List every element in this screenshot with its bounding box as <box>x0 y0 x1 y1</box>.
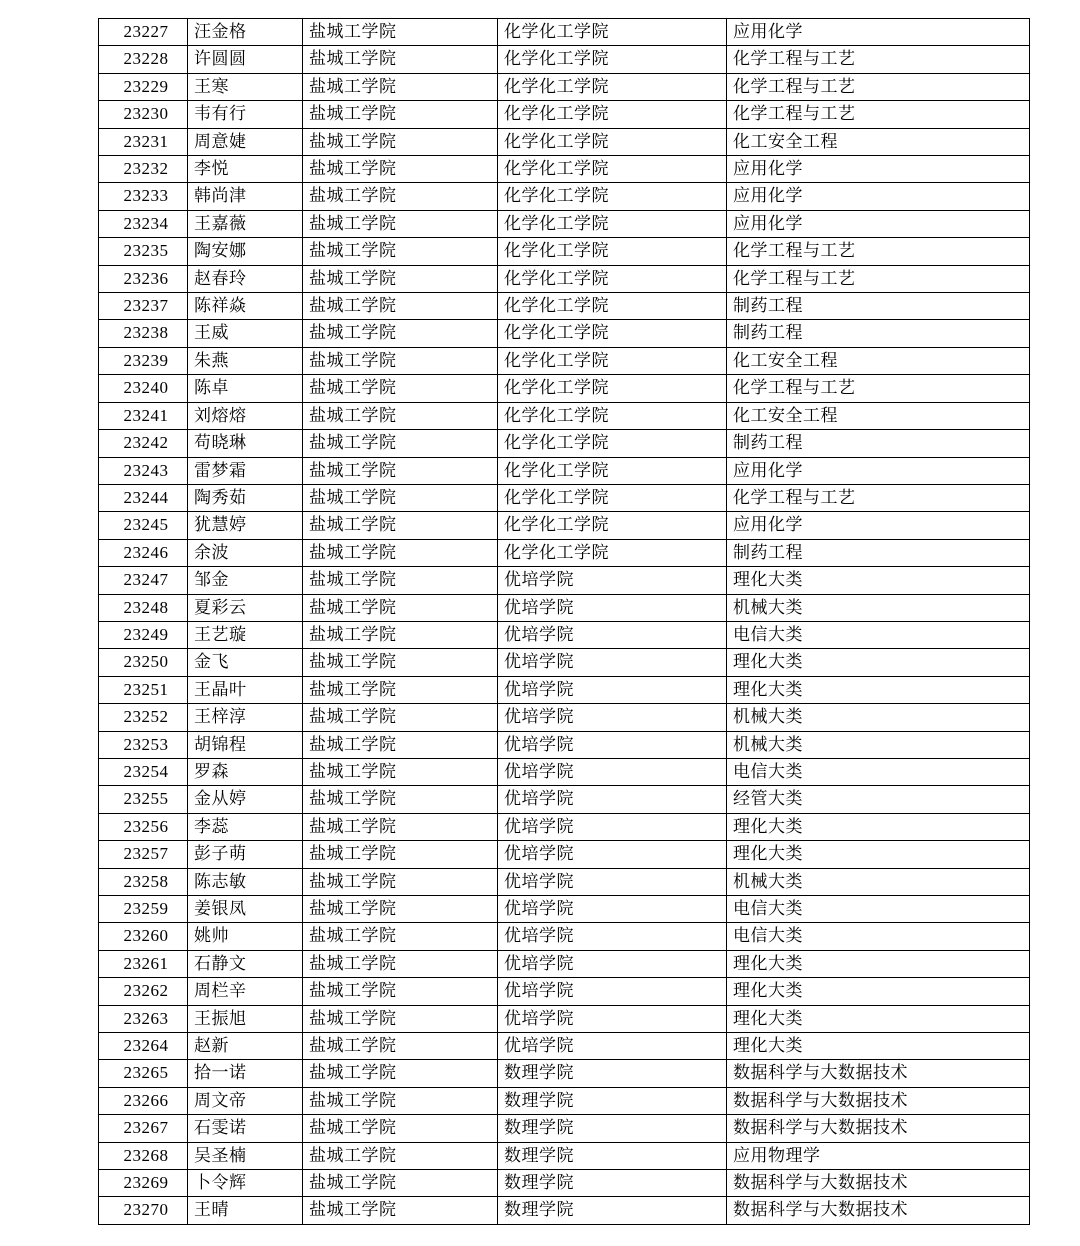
cell-school: 盐城工学院 <box>303 512 498 539</box>
cell-college: 优培学院 <box>498 649 727 676</box>
cell-id: 23255 <box>99 786 188 813</box>
cell-college: 化学化工学院 <box>498 375 727 402</box>
cell-school: 盐城工学院 <box>303 868 498 895</box>
cell-name: 王振旭 <box>188 1005 303 1032</box>
cell-major: 应用物理学 <box>727 1142 1030 1169</box>
table-row <box>99 896 1030 923</box>
cell-name: 周栏辛 <box>188 978 303 1005</box>
cell-major: 制药工程 <box>727 539 1030 566</box>
cell-major: 化学工程与工艺 <box>727 375 1030 402</box>
cell-name: 韩尚津 <box>188 183 303 210</box>
cell-id: 23261 <box>99 950 188 977</box>
cell-school: 盐城工学院 <box>303 567 498 594</box>
cell-major: 机械大类 <box>727 868 1030 895</box>
cell-college: 化学化工学院 <box>498 265 727 292</box>
cell-major: 应用化学 <box>727 210 1030 237</box>
cell-college: 优培学院 <box>498 841 727 868</box>
cell-name: 余波 <box>188 539 303 566</box>
cell-name: 赵新 <box>188 1033 303 1060</box>
table-row <box>99 786 1030 813</box>
cell-school: 盐城工学院 <box>303 978 498 1005</box>
cell-name: 王威 <box>188 320 303 347</box>
cell-major: 理化大类 <box>727 1033 1030 1060</box>
table-row <box>99 375 1030 402</box>
cell-school: 盐城工学院 <box>303 594 498 621</box>
cell-name: 许圆圆 <box>188 46 303 73</box>
cell-college: 化学化工学院 <box>498 128 727 155</box>
table-row <box>99 1005 1030 1032</box>
table-row <box>99 923 1030 950</box>
cell-school: 盐城工学院 <box>303 457 498 484</box>
table-row <box>99 156 1030 183</box>
cell-id: 23262 <box>99 978 188 1005</box>
table-row <box>99 1087 1030 1114</box>
cell-college: 优培学院 <box>498 1033 727 1060</box>
cell-major: 数据科学与大数据技术 <box>727 1115 1030 1142</box>
cell-major: 化学工程与工艺 <box>727 73 1030 100</box>
cell-name: 金从婷 <box>188 786 303 813</box>
cell-major: 理化大类 <box>727 978 1030 1005</box>
cell-college: 化学化工学院 <box>498 457 727 484</box>
cell-id: 23240 <box>99 375 188 402</box>
table-row <box>99 649 1030 676</box>
cell-school: 盐城工学院 <box>303 430 498 457</box>
table-row <box>99 265 1030 292</box>
table-row <box>99 293 1030 320</box>
table-row <box>99 950 1030 977</box>
table-row <box>99 1060 1030 1087</box>
cell-id: 23249 <box>99 621 188 648</box>
cell-school: 盐城工学院 <box>303 484 498 511</box>
cell-id: 23251 <box>99 676 188 703</box>
cell-id: 23260 <box>99 923 188 950</box>
table-row <box>99 210 1030 237</box>
cell-id: 23265 <box>99 1060 188 1087</box>
cell-school: 盐城工学院 <box>303 101 498 128</box>
cell-name: 陈卓 <box>188 375 303 402</box>
cell-school: 盐城工学院 <box>303 813 498 840</box>
cell-school: 盐城工学院 <box>303 402 498 429</box>
cell-id: 23227 <box>99 19 188 46</box>
cell-college: 优培学院 <box>498 868 727 895</box>
cell-name: 陶安娜 <box>188 238 303 265</box>
table-row <box>99 731 1030 758</box>
cell-college: 化学化工学院 <box>498 19 727 46</box>
cell-name: 王嘉薇 <box>188 210 303 237</box>
cell-major: 理化大类 <box>727 813 1030 840</box>
cell-name: 李蕊 <box>188 813 303 840</box>
cell-college: 优培学院 <box>498 923 727 950</box>
table-row <box>99 183 1030 210</box>
cell-college: 数理学院 <box>498 1087 727 1114</box>
cell-school: 盐城工学院 <box>303 156 498 183</box>
cell-major: 数据科学与大数据技术 <box>727 1060 1030 1087</box>
cell-id: 23258 <box>99 868 188 895</box>
student-roster-table <box>98 18 1030 1225</box>
cell-id: 23257 <box>99 841 188 868</box>
cell-major: 化工安全工程 <box>727 347 1030 374</box>
cell-major: 化学工程与工艺 <box>727 238 1030 265</box>
cell-school: 盐城工学院 <box>303 320 498 347</box>
cell-school: 盐城工学院 <box>303 210 498 237</box>
cell-college: 优培学院 <box>498 978 727 1005</box>
cell-college: 优培学院 <box>498 731 727 758</box>
cell-school: 盐城工学院 <box>303 1005 498 1032</box>
cell-major: 制药工程 <box>727 320 1030 347</box>
cell-college: 优培学院 <box>498 786 727 813</box>
cell-id: 23269 <box>99 1170 188 1197</box>
cell-college: 化学化工学院 <box>498 210 727 237</box>
table-row <box>99 430 1030 457</box>
cell-major: 电信大类 <box>727 923 1030 950</box>
cell-major: 理化大类 <box>727 1005 1030 1032</box>
cell-college: 化学化工学院 <box>498 484 727 511</box>
cell-name: 王晴 <box>188 1197 303 1224</box>
cell-college: 优培学院 <box>498 813 727 840</box>
cell-school: 盐城工学院 <box>303 649 498 676</box>
cell-college: 优培学院 <box>498 896 727 923</box>
cell-college: 数理学院 <box>498 1115 727 1142</box>
cell-major: 化学工程与工艺 <box>727 484 1030 511</box>
cell-name: 姚帅 <box>188 923 303 950</box>
cell-school: 盐城工学院 <box>303 539 498 566</box>
cell-major: 制药工程 <box>727 293 1030 320</box>
cell-school: 盐城工学院 <box>303 758 498 785</box>
cell-school: 盐城工学院 <box>303 183 498 210</box>
table-row <box>99 841 1030 868</box>
cell-school: 盐城工学院 <box>303 347 498 374</box>
cell-name: 夏彩云 <box>188 594 303 621</box>
cell-name: 周文帝 <box>188 1087 303 1114</box>
cell-name: 金飞 <box>188 649 303 676</box>
cell-name: 韦有行 <box>188 101 303 128</box>
cell-major: 应用化学 <box>727 512 1030 539</box>
cell-major: 机械大类 <box>727 704 1030 731</box>
cell-id: 23246 <box>99 539 188 566</box>
cell-major: 数据科学与大数据技术 <box>727 1170 1030 1197</box>
cell-major: 理化大类 <box>727 676 1030 703</box>
cell-school: 盐城工学院 <box>303 621 498 648</box>
cell-school: 盐城工学院 <box>303 238 498 265</box>
cell-college: 化学化工学院 <box>498 156 727 183</box>
cell-id: 23229 <box>99 73 188 100</box>
cell-name: 陶秀茹 <box>188 484 303 511</box>
cell-id: 23268 <box>99 1142 188 1169</box>
cell-major: 化学工程与工艺 <box>727 265 1030 292</box>
cell-college: 化学化工学院 <box>498 73 727 100</box>
cell-id: 23250 <box>99 649 188 676</box>
cell-name: 朱燕 <box>188 347 303 374</box>
cell-major: 数据科学与大数据技术 <box>727 1197 1030 1224</box>
cell-school: 盐城工学院 <box>303 1115 498 1142</box>
cell-name: 刘熔熔 <box>188 402 303 429</box>
table-row <box>99 1033 1030 1060</box>
cell-college: 优培学院 <box>498 621 727 648</box>
cell-school: 盐城工学院 <box>303 731 498 758</box>
cell-school: 盐城工学院 <box>303 1033 498 1060</box>
cell-school: 盐城工学院 <box>303 375 498 402</box>
cell-major: 应用化学 <box>727 183 1030 210</box>
cell-college: 优培学院 <box>498 758 727 785</box>
cell-college: 优培学院 <box>498 594 727 621</box>
cell-name: 汪金格 <box>188 19 303 46</box>
cell-college: 化学化工学院 <box>498 238 727 265</box>
cell-major: 应用化学 <box>727 457 1030 484</box>
cell-school: 盐城工学院 <box>303 128 498 155</box>
cell-school: 盐城工学院 <box>303 19 498 46</box>
cell-major: 数据科学与大数据技术 <box>727 1087 1030 1114</box>
cell-id: 23232 <box>99 156 188 183</box>
cell-name: 犹慧婷 <box>188 512 303 539</box>
cell-major: 机械大类 <box>727 594 1030 621</box>
cell-major: 电信大类 <box>727 621 1030 648</box>
cell-id: 23248 <box>99 594 188 621</box>
cell-name: 周意婕 <box>188 128 303 155</box>
cell-id: 23253 <box>99 731 188 758</box>
cell-major: 应用化学 <box>727 19 1030 46</box>
cell-college: 数理学院 <box>498 1060 727 1087</box>
table-row <box>99 676 1030 703</box>
cell-major: 电信大类 <box>727 758 1030 785</box>
cell-name: 姜银凤 <box>188 896 303 923</box>
cell-school: 盐城工学院 <box>303 786 498 813</box>
cell-college: 化学化工学院 <box>498 101 727 128</box>
cell-college: 化学化工学院 <box>498 347 727 374</box>
cell-major: 电信大类 <box>727 896 1030 923</box>
cell-college: 化学化工学院 <box>498 320 727 347</box>
cell-college: 优培学院 <box>498 676 727 703</box>
cell-school: 盐城工学院 <box>303 1170 498 1197</box>
cell-id: 23241 <box>99 402 188 429</box>
table-row <box>99 567 1030 594</box>
cell-name: 卜令辉 <box>188 1170 303 1197</box>
table-row <box>99 978 1030 1005</box>
cell-major: 化工安全工程 <box>727 402 1030 429</box>
cell-major: 理化大类 <box>727 649 1030 676</box>
cell-id: 23247 <box>99 567 188 594</box>
cell-name: 陈祥焱 <box>188 293 303 320</box>
cell-school: 盐城工学院 <box>303 265 498 292</box>
cell-id: 23239 <box>99 347 188 374</box>
cell-id: 23237 <box>99 293 188 320</box>
table-row <box>99 128 1030 155</box>
cell-school: 盐城工学院 <box>303 704 498 731</box>
cell-name: 彭子萌 <box>188 841 303 868</box>
table-row <box>99 868 1030 895</box>
cell-college: 优培学院 <box>498 1005 727 1032</box>
cell-id: 23245 <box>99 512 188 539</box>
table-body <box>99 19 1030 1225</box>
cell-school: 盐城工学院 <box>303 1060 498 1087</box>
cell-major: 机械大类 <box>727 731 1030 758</box>
cell-school: 盐城工学院 <box>303 950 498 977</box>
cell-name: 苟晓琳 <box>188 430 303 457</box>
cell-school: 盐城工学院 <box>303 46 498 73</box>
cell-major: 制药工程 <box>727 430 1030 457</box>
cell-college: 化学化工学院 <box>498 293 727 320</box>
cell-id: 23228 <box>99 46 188 73</box>
cell-college: 化学化工学院 <box>498 539 727 566</box>
cell-name: 王寒 <box>188 73 303 100</box>
table-row <box>99 621 1030 648</box>
table-row <box>99 512 1030 539</box>
cell-id: 23256 <box>99 813 188 840</box>
cell-name: 雷梦霜 <box>188 457 303 484</box>
cell-school: 盐城工学院 <box>303 923 498 950</box>
table-row <box>99 484 1030 511</box>
cell-school: 盐城工学院 <box>303 73 498 100</box>
cell-name: 李悦 <box>188 156 303 183</box>
cell-id: 23267 <box>99 1115 188 1142</box>
table-row <box>99 539 1030 566</box>
cell-major: 理化大类 <box>727 841 1030 868</box>
cell-school: 盐城工学院 <box>303 1087 498 1114</box>
cell-name: 王艺璇 <box>188 621 303 648</box>
table-row <box>99 1142 1030 1169</box>
cell-school: 盐城工学院 <box>303 1197 498 1224</box>
cell-id: 23233 <box>99 183 188 210</box>
cell-college: 数理学院 <box>498 1142 727 1169</box>
table-row <box>99 320 1030 347</box>
cell-name: 陈志敏 <box>188 868 303 895</box>
cell-college: 化学化工学院 <box>498 430 727 457</box>
cell-id: 23244 <box>99 484 188 511</box>
cell-school: 盐城工学院 <box>303 841 498 868</box>
cell-name: 拾一诺 <box>188 1060 303 1087</box>
table-row <box>99 19 1030 46</box>
cell-major: 化工安全工程 <box>727 128 1030 155</box>
table-row <box>99 1197 1030 1224</box>
cell-id: 23234 <box>99 210 188 237</box>
cell-school: 盐城工学院 <box>303 676 498 703</box>
cell-school: 盐城工学院 <box>303 896 498 923</box>
table-row <box>99 594 1030 621</box>
table-row <box>99 402 1030 429</box>
cell-major: 理化大类 <box>727 567 1030 594</box>
cell-name: 石静文 <box>188 950 303 977</box>
cell-name: 罗森 <box>188 758 303 785</box>
table-row <box>99 758 1030 785</box>
table-row <box>99 813 1030 840</box>
cell-major: 理化大类 <box>727 950 1030 977</box>
cell-id: 23230 <box>99 101 188 128</box>
cell-id: 23243 <box>99 457 188 484</box>
cell-college: 优培学院 <box>498 704 727 731</box>
cell-id: 23266 <box>99 1087 188 1114</box>
cell-major: 化学工程与工艺 <box>727 46 1030 73</box>
cell-college: 数理学院 <box>498 1170 727 1197</box>
cell-id: 23264 <box>99 1033 188 1060</box>
cell-college: 化学化工学院 <box>498 46 727 73</box>
cell-major: 化学工程与工艺 <box>727 101 1030 128</box>
cell-college: 化学化工学院 <box>498 512 727 539</box>
cell-name: 石雯诺 <box>188 1115 303 1142</box>
table-row <box>99 46 1030 73</box>
cell-name: 邹金 <box>188 567 303 594</box>
cell-id: 23238 <box>99 320 188 347</box>
cell-id: 23242 <box>99 430 188 457</box>
cell-school: 盐城工学院 <box>303 1142 498 1169</box>
table-row <box>99 704 1030 731</box>
table-row <box>99 1170 1030 1197</box>
table-row <box>99 347 1030 374</box>
cell-id: 23235 <box>99 238 188 265</box>
cell-name: 吴圣楠 <box>188 1142 303 1169</box>
cell-college: 优培学院 <box>498 950 727 977</box>
cell-id: 23236 <box>99 265 188 292</box>
cell-name: 胡锦程 <box>188 731 303 758</box>
table-row <box>99 457 1030 484</box>
cell-id: 23270 <box>99 1197 188 1224</box>
cell-college: 数理学院 <box>498 1197 727 1224</box>
cell-name: 王晶叶 <box>188 676 303 703</box>
cell-id: 23259 <box>99 896 188 923</box>
cell-major: 应用化学 <box>727 156 1030 183</box>
cell-college: 化学化工学院 <box>498 183 727 210</box>
cell-id: 23254 <box>99 758 188 785</box>
table-row <box>99 101 1030 128</box>
cell-college: 化学化工学院 <box>498 402 727 429</box>
table-row <box>99 238 1030 265</box>
cell-major: 经管大类 <box>727 786 1030 813</box>
cell-school: 盐城工学院 <box>303 293 498 320</box>
table-row <box>99 1115 1030 1142</box>
table-row <box>99 73 1030 100</box>
cell-id: 23263 <box>99 1005 188 1032</box>
cell-college: 优培学院 <box>498 567 727 594</box>
cell-name: 王梓淳 <box>188 704 303 731</box>
cell-name: 赵春玲 <box>188 265 303 292</box>
cell-id: 23252 <box>99 704 188 731</box>
cell-id: 23231 <box>99 128 188 155</box>
